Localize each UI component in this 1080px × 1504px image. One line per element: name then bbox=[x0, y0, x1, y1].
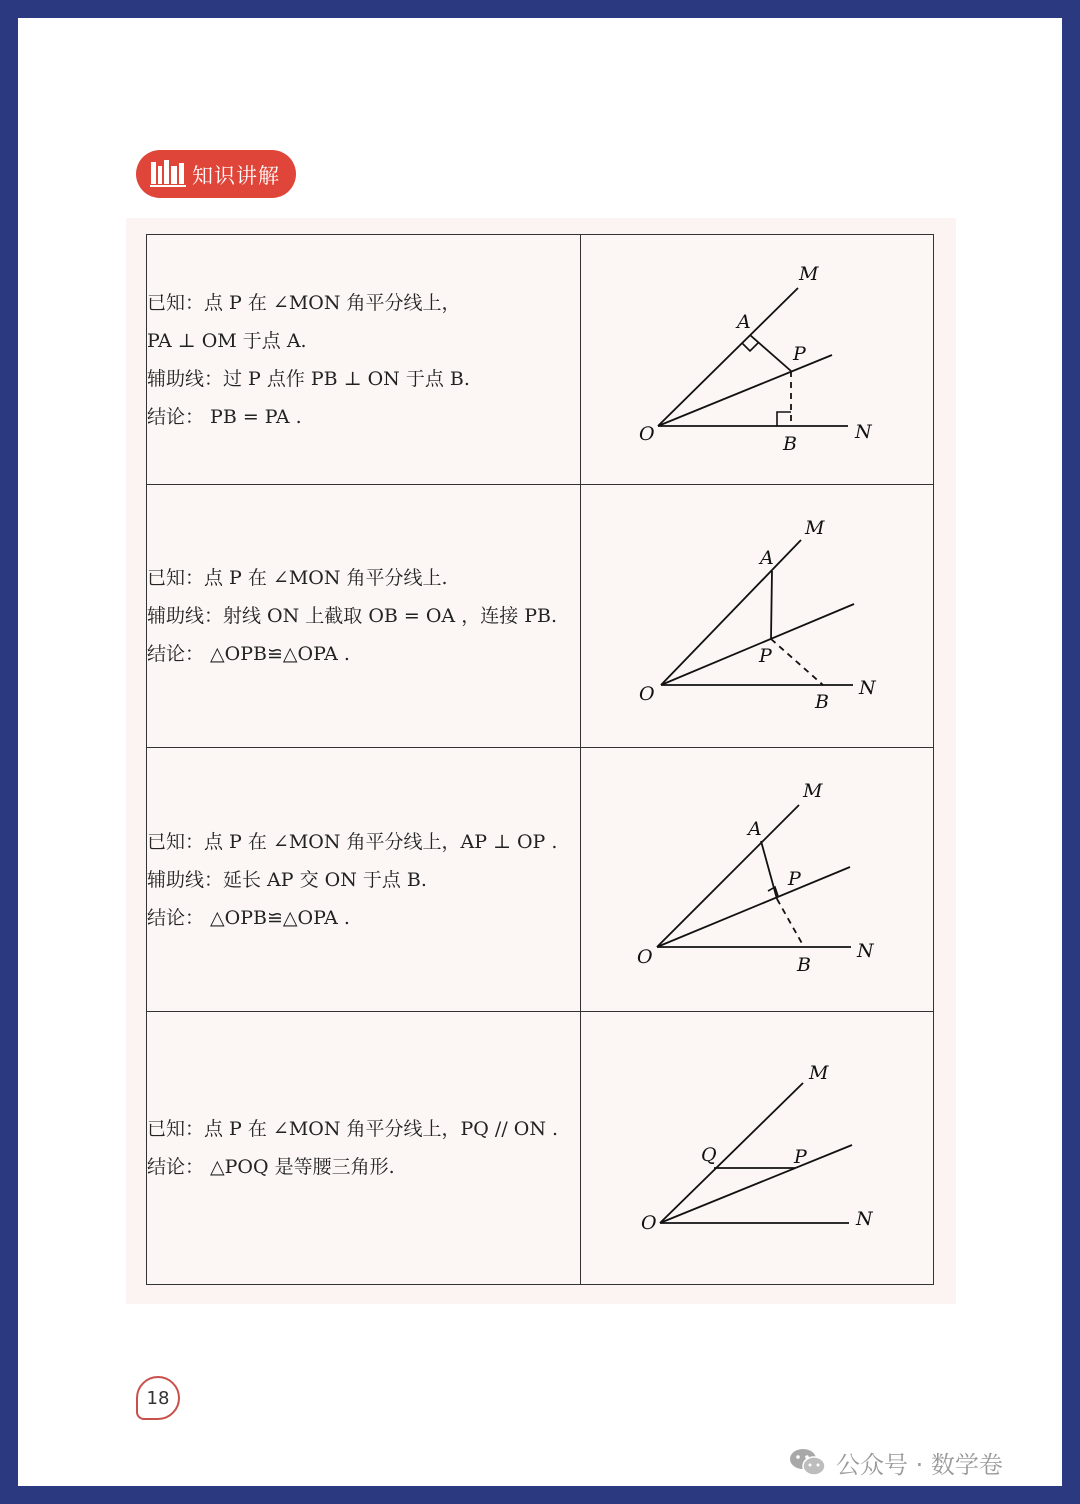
auxiliary-line: 辅助线：射线 ON 上截取 OB = OA ，连接 PB. bbox=[147, 605, 558, 627]
label-Q: Q bbox=[701, 1143, 717, 1166]
label-P: P bbox=[794, 1145, 807, 1168]
figure-3 bbox=[581, 749, 933, 1011]
section-tag bbox=[136, 150, 296, 198]
table-row bbox=[147, 1012, 934, 1285]
figure-1 bbox=[581, 236, 933, 484]
label-N: N bbox=[859, 676, 876, 699]
label-P: P bbox=[793, 342, 806, 365]
wechat-icon bbox=[788, 1446, 828, 1478]
table-row bbox=[147, 235, 934, 485]
label-O: O bbox=[641, 1211, 657, 1234]
figure-cell bbox=[581, 1012, 934, 1285]
books-icon bbox=[150, 160, 186, 188]
label-M: M bbox=[809, 1061, 829, 1084]
conclusion-line: 结论： △POQ 是等腰三角形. bbox=[147, 1156, 395, 1178]
section-title: 知识讲解 bbox=[192, 164, 280, 188]
label-M: M bbox=[799, 262, 819, 285]
figure-cell bbox=[581, 235, 934, 485]
rule-text bbox=[147, 1012, 581, 1285]
rule-text bbox=[147, 235, 581, 485]
given-line: 已知：点 P 在 ∠MON 角平分线上，AP ⊥ OP . bbox=[147, 830, 558, 853]
rules-table bbox=[146, 234, 934, 1285]
label-O: O bbox=[639, 422, 655, 445]
label-O: O bbox=[637, 945, 653, 968]
given-line: 已知：点 P 在 ∠MON 角平分线上. bbox=[147, 567, 448, 589]
label-O: O bbox=[639, 682, 655, 705]
label-A: A bbox=[737, 310, 751, 333]
table-row bbox=[147, 485, 934, 748]
watermark bbox=[788, 1446, 1003, 1478]
page bbox=[18, 18, 1062, 1486]
given-line: 已知：点 P 在 ∠MON 角平分线上， bbox=[147, 291, 461, 314]
rule-text bbox=[147, 748, 581, 1012]
figure-2 bbox=[581, 486, 933, 747]
label-M: M bbox=[803, 779, 823, 802]
given-line-2: PA ⊥ OM 于点 A. bbox=[147, 329, 307, 352]
given-line: 已知：点 P 在 ∠MON 角平分线上，PQ // ON . bbox=[147, 1118, 559, 1140]
label-A: A bbox=[760, 546, 774, 569]
figure-4 bbox=[581, 1013, 933, 1284]
label-N: N bbox=[857, 939, 874, 962]
label-N: N bbox=[856, 1207, 873, 1230]
label-B: B bbox=[797, 953, 811, 976]
page-number: 18 bbox=[136, 1376, 180, 1420]
label-M: M bbox=[805, 516, 825, 539]
label-A: A bbox=[748, 817, 762, 840]
watermark-text: 公众号 · 数学卷 bbox=[836, 1450, 1003, 1479]
label-P: P bbox=[788, 867, 801, 890]
label-B: B bbox=[783, 432, 797, 455]
conclusion-line: 结论： △OPB≌△OPA . bbox=[147, 906, 350, 929]
conclusion-line: 结论： PB = PA . bbox=[147, 405, 302, 428]
figure-cell bbox=[581, 748, 934, 1012]
rule-text bbox=[147, 485, 581, 748]
auxiliary-line: 辅助线：过 P 点作 PB ⊥ ON 于点 B. bbox=[147, 367, 470, 390]
auxiliary-line: 辅助线：延长 AP 交 ON 于点 B. bbox=[147, 868, 427, 891]
conclusion-line: 结论： △OPB≌△OPA . bbox=[147, 643, 350, 665]
label-B: B bbox=[815, 690, 829, 713]
figure-cell bbox=[581, 485, 934, 748]
label-P: P bbox=[759, 644, 772, 667]
label-N: N bbox=[855, 420, 872, 443]
table-row bbox=[147, 748, 934, 1012]
